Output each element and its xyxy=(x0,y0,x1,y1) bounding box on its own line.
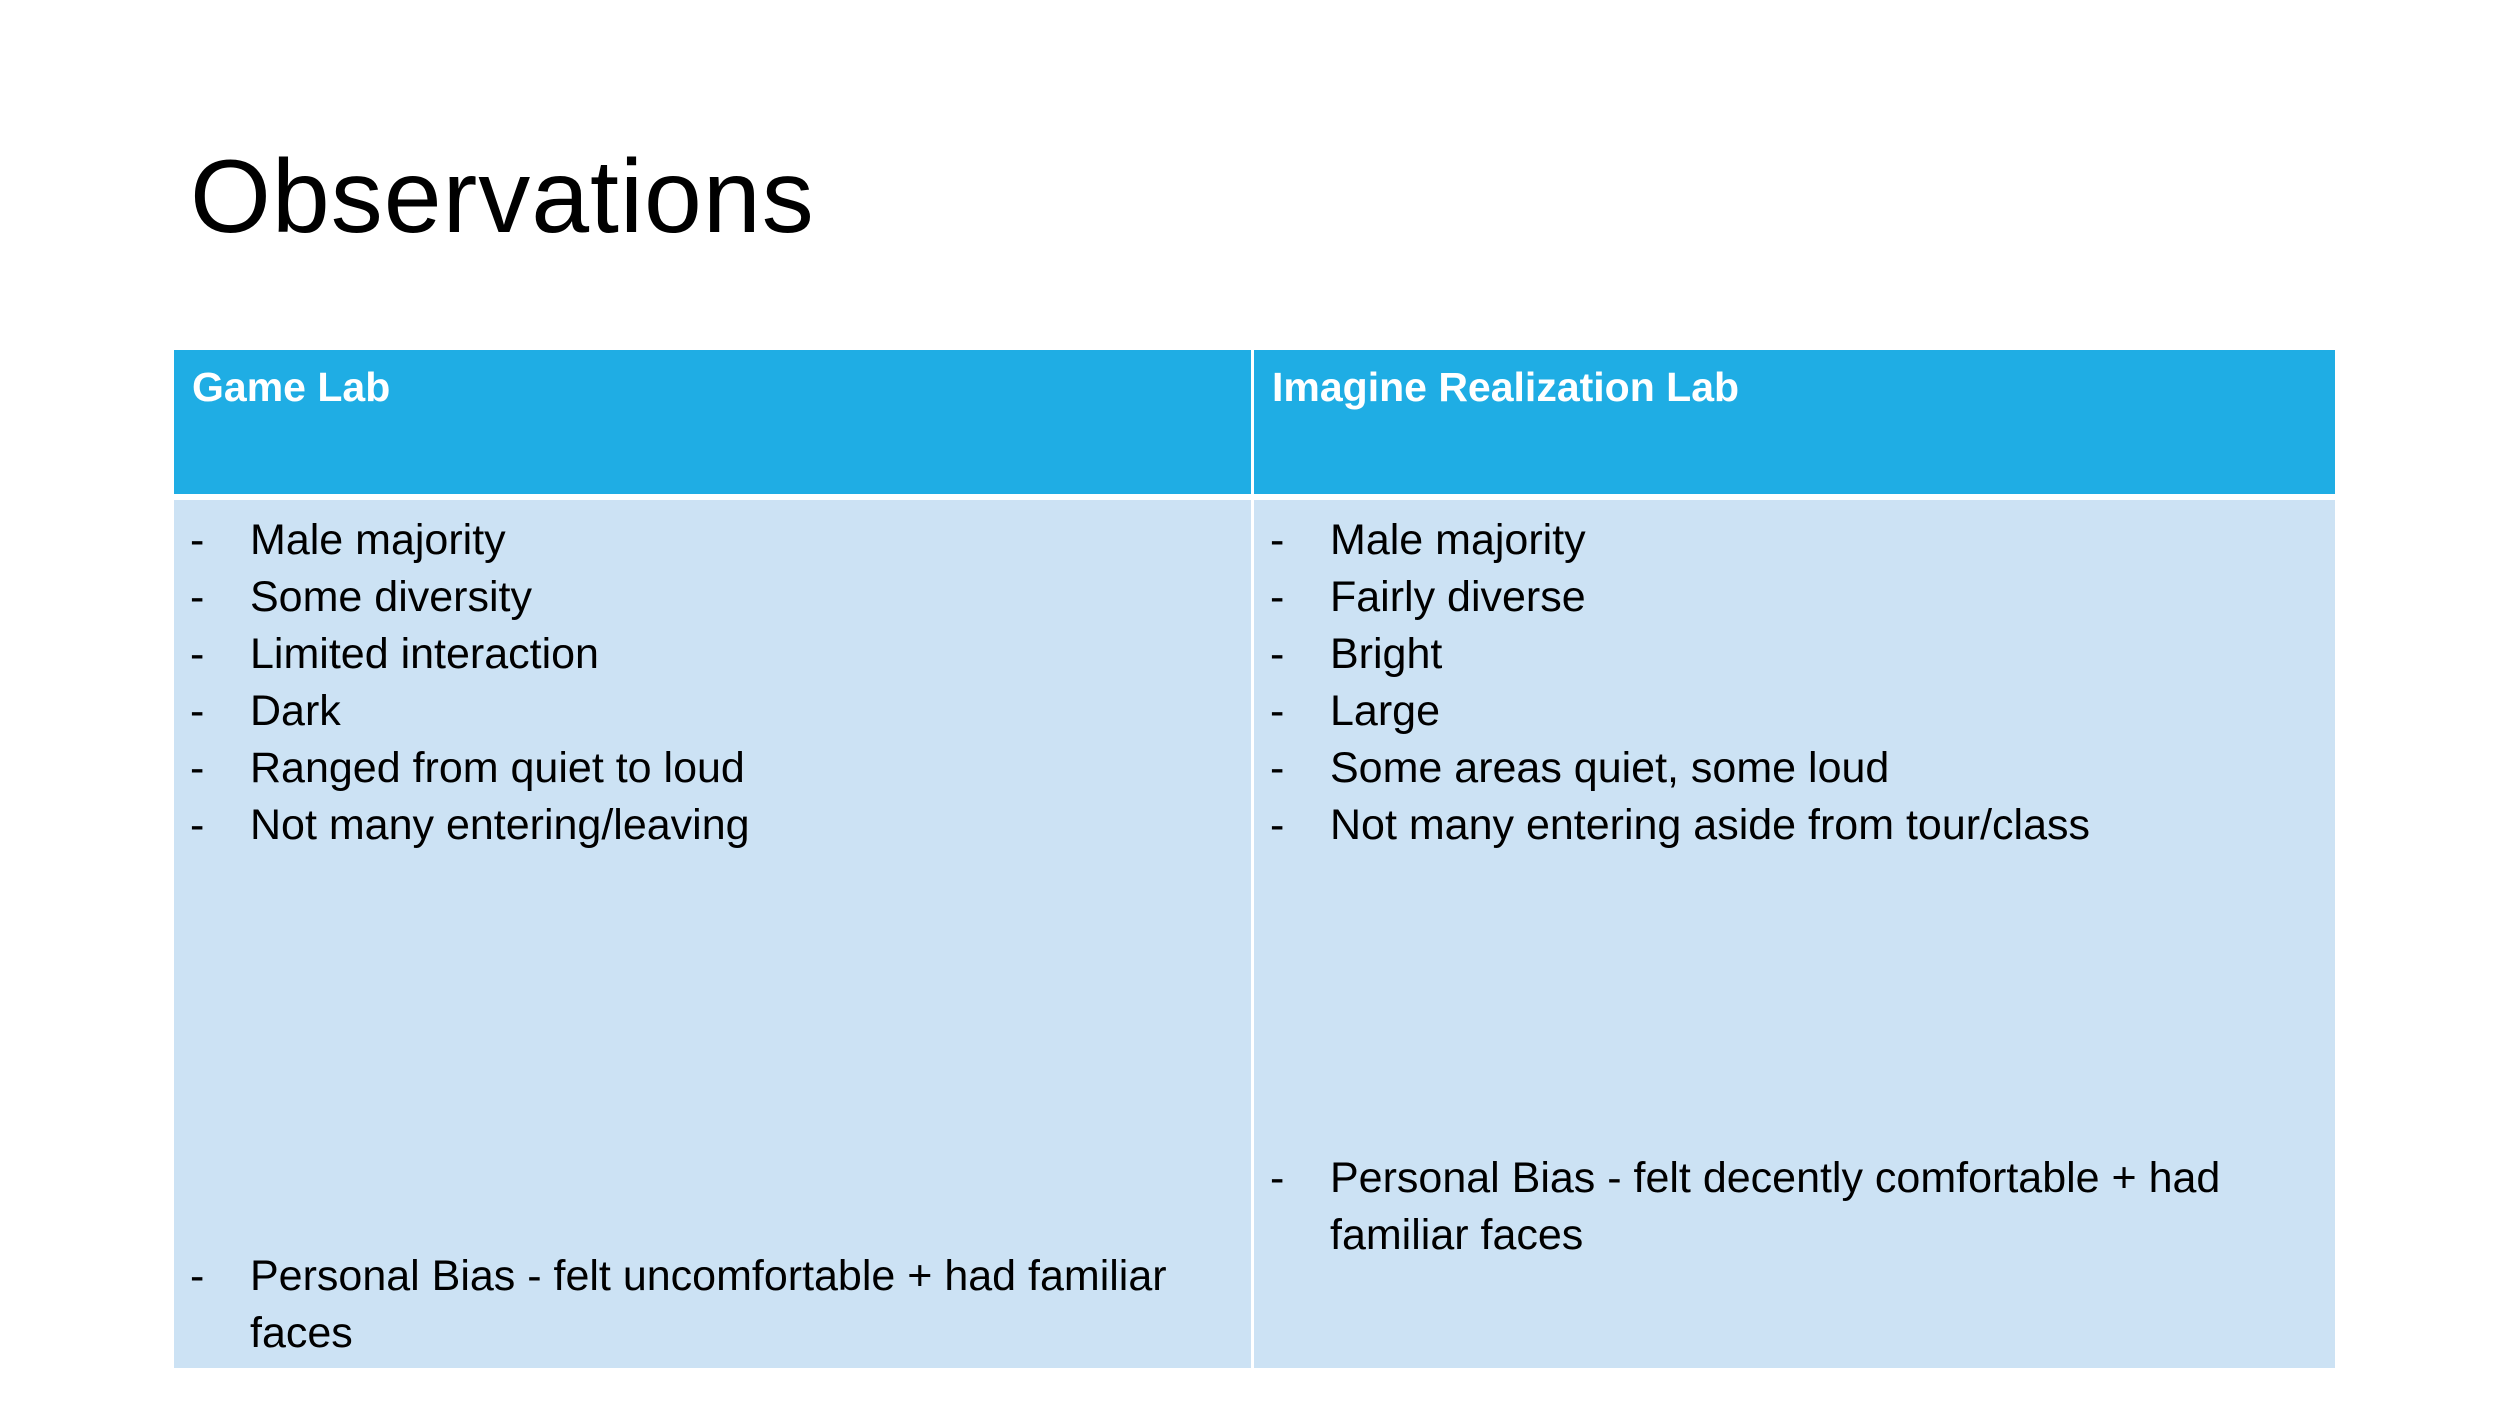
list-item: - Male majority xyxy=(190,516,506,564)
list-item: - Not many entering aside from tour/class xyxy=(1270,801,2090,849)
observations-table xyxy=(174,350,2335,1368)
list-item: - Male majority xyxy=(1270,516,1586,564)
game-lab-list xyxy=(190,512,1231,854)
list-item: - Large xyxy=(1270,687,1440,735)
list-item: - Dark xyxy=(190,687,341,735)
list-item: - Limited interaction xyxy=(190,630,599,678)
list-item: - Not many entering/leaving xyxy=(190,801,750,849)
header-game-lab: Game Lab xyxy=(174,350,1254,500)
list-item: - Personal Bias - felt uncomfortable + had familiar faces xyxy=(190,1252,1167,1357)
imagine-lab-list xyxy=(1270,512,2315,854)
imagine-lab-bias xyxy=(1270,1150,2315,1264)
list-item: - Some areas quiet, some loud xyxy=(1270,744,1890,792)
slide-title: Observations xyxy=(190,139,815,255)
game-lab-cell xyxy=(174,500,1254,1368)
list-item: - Personal Bias - felt decently comfortable + had familiar faces xyxy=(1270,1154,2221,1259)
list-item: - Ranged from quiet to loud xyxy=(190,744,745,792)
header-imagine-realization-lab: Imagine Realization Lab xyxy=(1254,350,2335,500)
game-lab-bias xyxy=(190,1248,1231,1362)
list-item: - Some diversity xyxy=(190,573,532,621)
list-item: - Bright xyxy=(1270,630,1443,678)
imagine-realization-lab-cell xyxy=(1254,500,2335,1368)
list-item: - Fairly diverse xyxy=(1270,573,1586,621)
